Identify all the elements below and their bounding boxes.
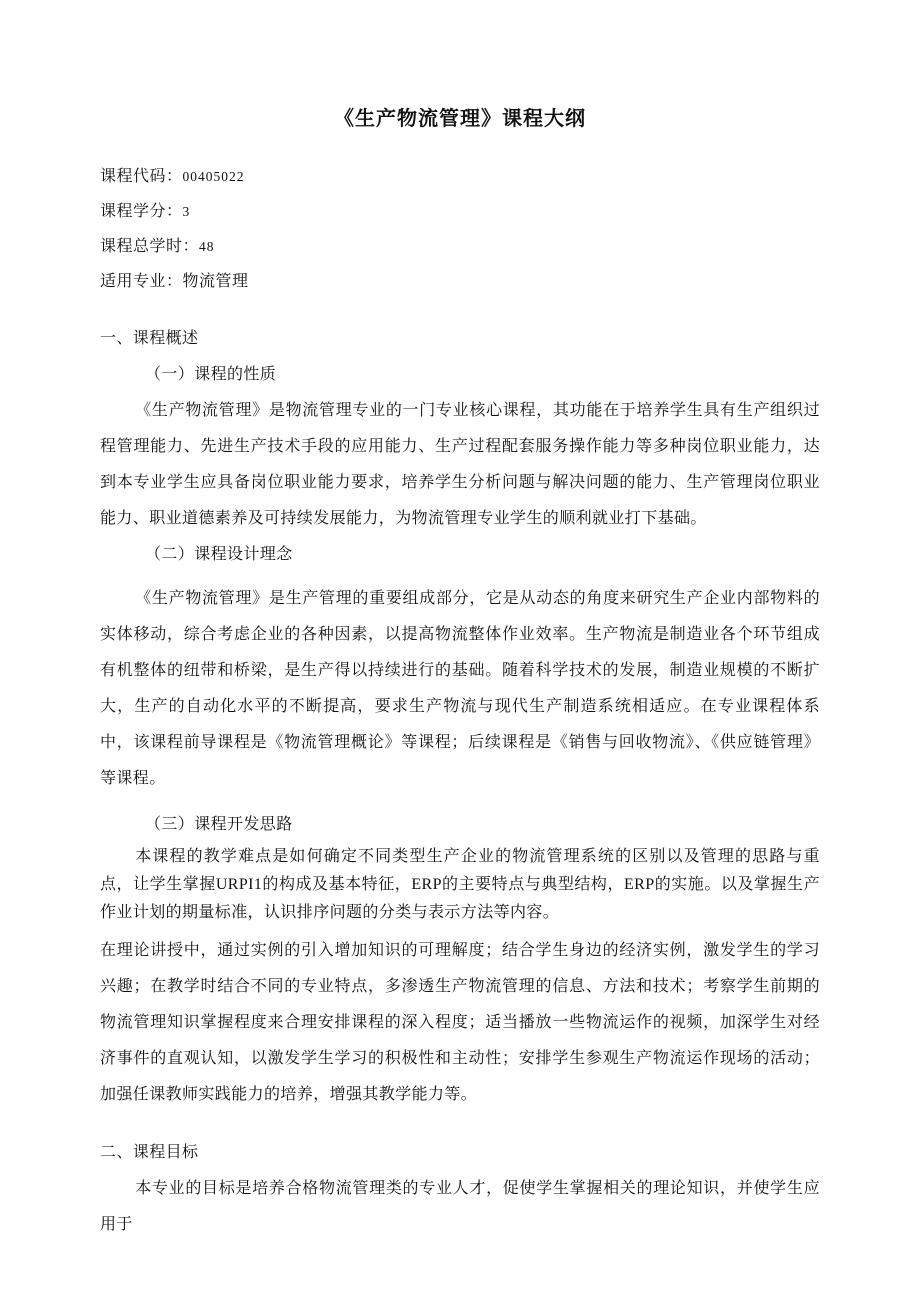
- course-credit-label: 课程学分：: [100, 203, 183, 220]
- heading-course-goals: 二、课程目标: [100, 1144, 199, 1161]
- course-code-label: 课程代码：: [100, 168, 183, 185]
- course-credit-value: 3: [182, 204, 191, 219]
- paragraph-course-nature: 《生产物流管理》是物流管理专业的一门专业核心课程，其功能在于培养学生具有生产组织过程管理能力、先进生产技术手段的应用能力、生产过程配套服务操作能力等多种岗位职业能力，达到本专业学生应具备岗位职业能力要求，培养学生分析问题与解决问题的能力、生产管理岗位职业能力、职业道德素养及可持续发展能力，为物流管理专业学生的顺利就业打下基础。: [100, 402, 820, 527]
- heading-course-overview: 一、课程概述: [100, 330, 199, 347]
- course-hours-line: [100, 229, 820, 264]
- course-meta: [100, 159, 820, 299]
- paragraph-development-difficulty: 本课程的教学难点是如何确定不同类型生产企业的物流管理系统的区别以及管理的思路与重点，让学生掌握URPI1的构成及基本特征，ERP的主要特点与典型结构，ERP的实施。以及掌握生产作业计划的期量标准，认识排序问题的分类与表示方法等内容。: [100, 848, 820, 921]
- course-major-value: 物流管理: [182, 273, 249, 290]
- subheading-course-nature: （一）课程的性质: [145, 366, 277, 383]
- course-code-value: 00405022: [182, 169, 245, 184]
- course-major-line: [100, 264, 820, 299]
- document-body: [100, 321, 820, 1243]
- course-major-label: 适用专业：: [100, 273, 183, 290]
- subheading-development-approach: （三）课程开发思路: [145, 816, 293, 833]
- paragraph-teaching-methods: 在理论讲授中，通过实例的引入增加知识的可理解度；结合学生身边的经济实例，激发学生的学习兴趣；在教学时结合不同的专业特点，多渗透生产物流管理的信息、方法和技术；考察学生前期的物流管理知识掌握程度来合理安排课程的深入程度；适当播放一些物流运作的视频，加深学生对经济事件的直观认知，以激发学生学习的积极性和主动性；安排学生参观生产物流运作现场的活动；加强任课教师实践能力的培养，增强其教学能力等。: [100, 942, 820, 1103]
- paragraph-design-concept: 《生产物流管理》是生产管理的重要组成部分，它是从动态的角度来研究生产企业内部物料的实体移动，综合考虑企业的各种因素，以提高物流整体作业效率。生产物流是制造业各个环节组成有机整体的纽带和桥梁，是生产得以持续进行的基础。随着科学技术的发展，制造业规模的不断扩大，生产的自动化水平的不断提高，要求生产物流与现代生产制造系统相适应。在专业课程体系中，该课程前导课程是《物流管理概论》等课程；后续课程是《销售与回收物流》、《供应链管理》等课程。: [100, 590, 820, 787]
- course-hours-label: 课程总学时：: [100, 238, 200, 255]
- document-title: 《生产物流管理》课程大纲: [334, 108, 586, 130]
- course-hours-value: 48: [199, 239, 215, 254]
- paragraph-course-goals: 本专业的目标是培养合格物流管理类的专业人才，促使学生掌握相关的理论知识，并使学生应用于: [100, 1180, 820, 1233]
- subheading-design-concept: （二）课程设计理念: [145, 546, 293, 563]
- course-code-line: [100, 159, 820, 194]
- course-credit-line: [100, 194, 820, 229]
